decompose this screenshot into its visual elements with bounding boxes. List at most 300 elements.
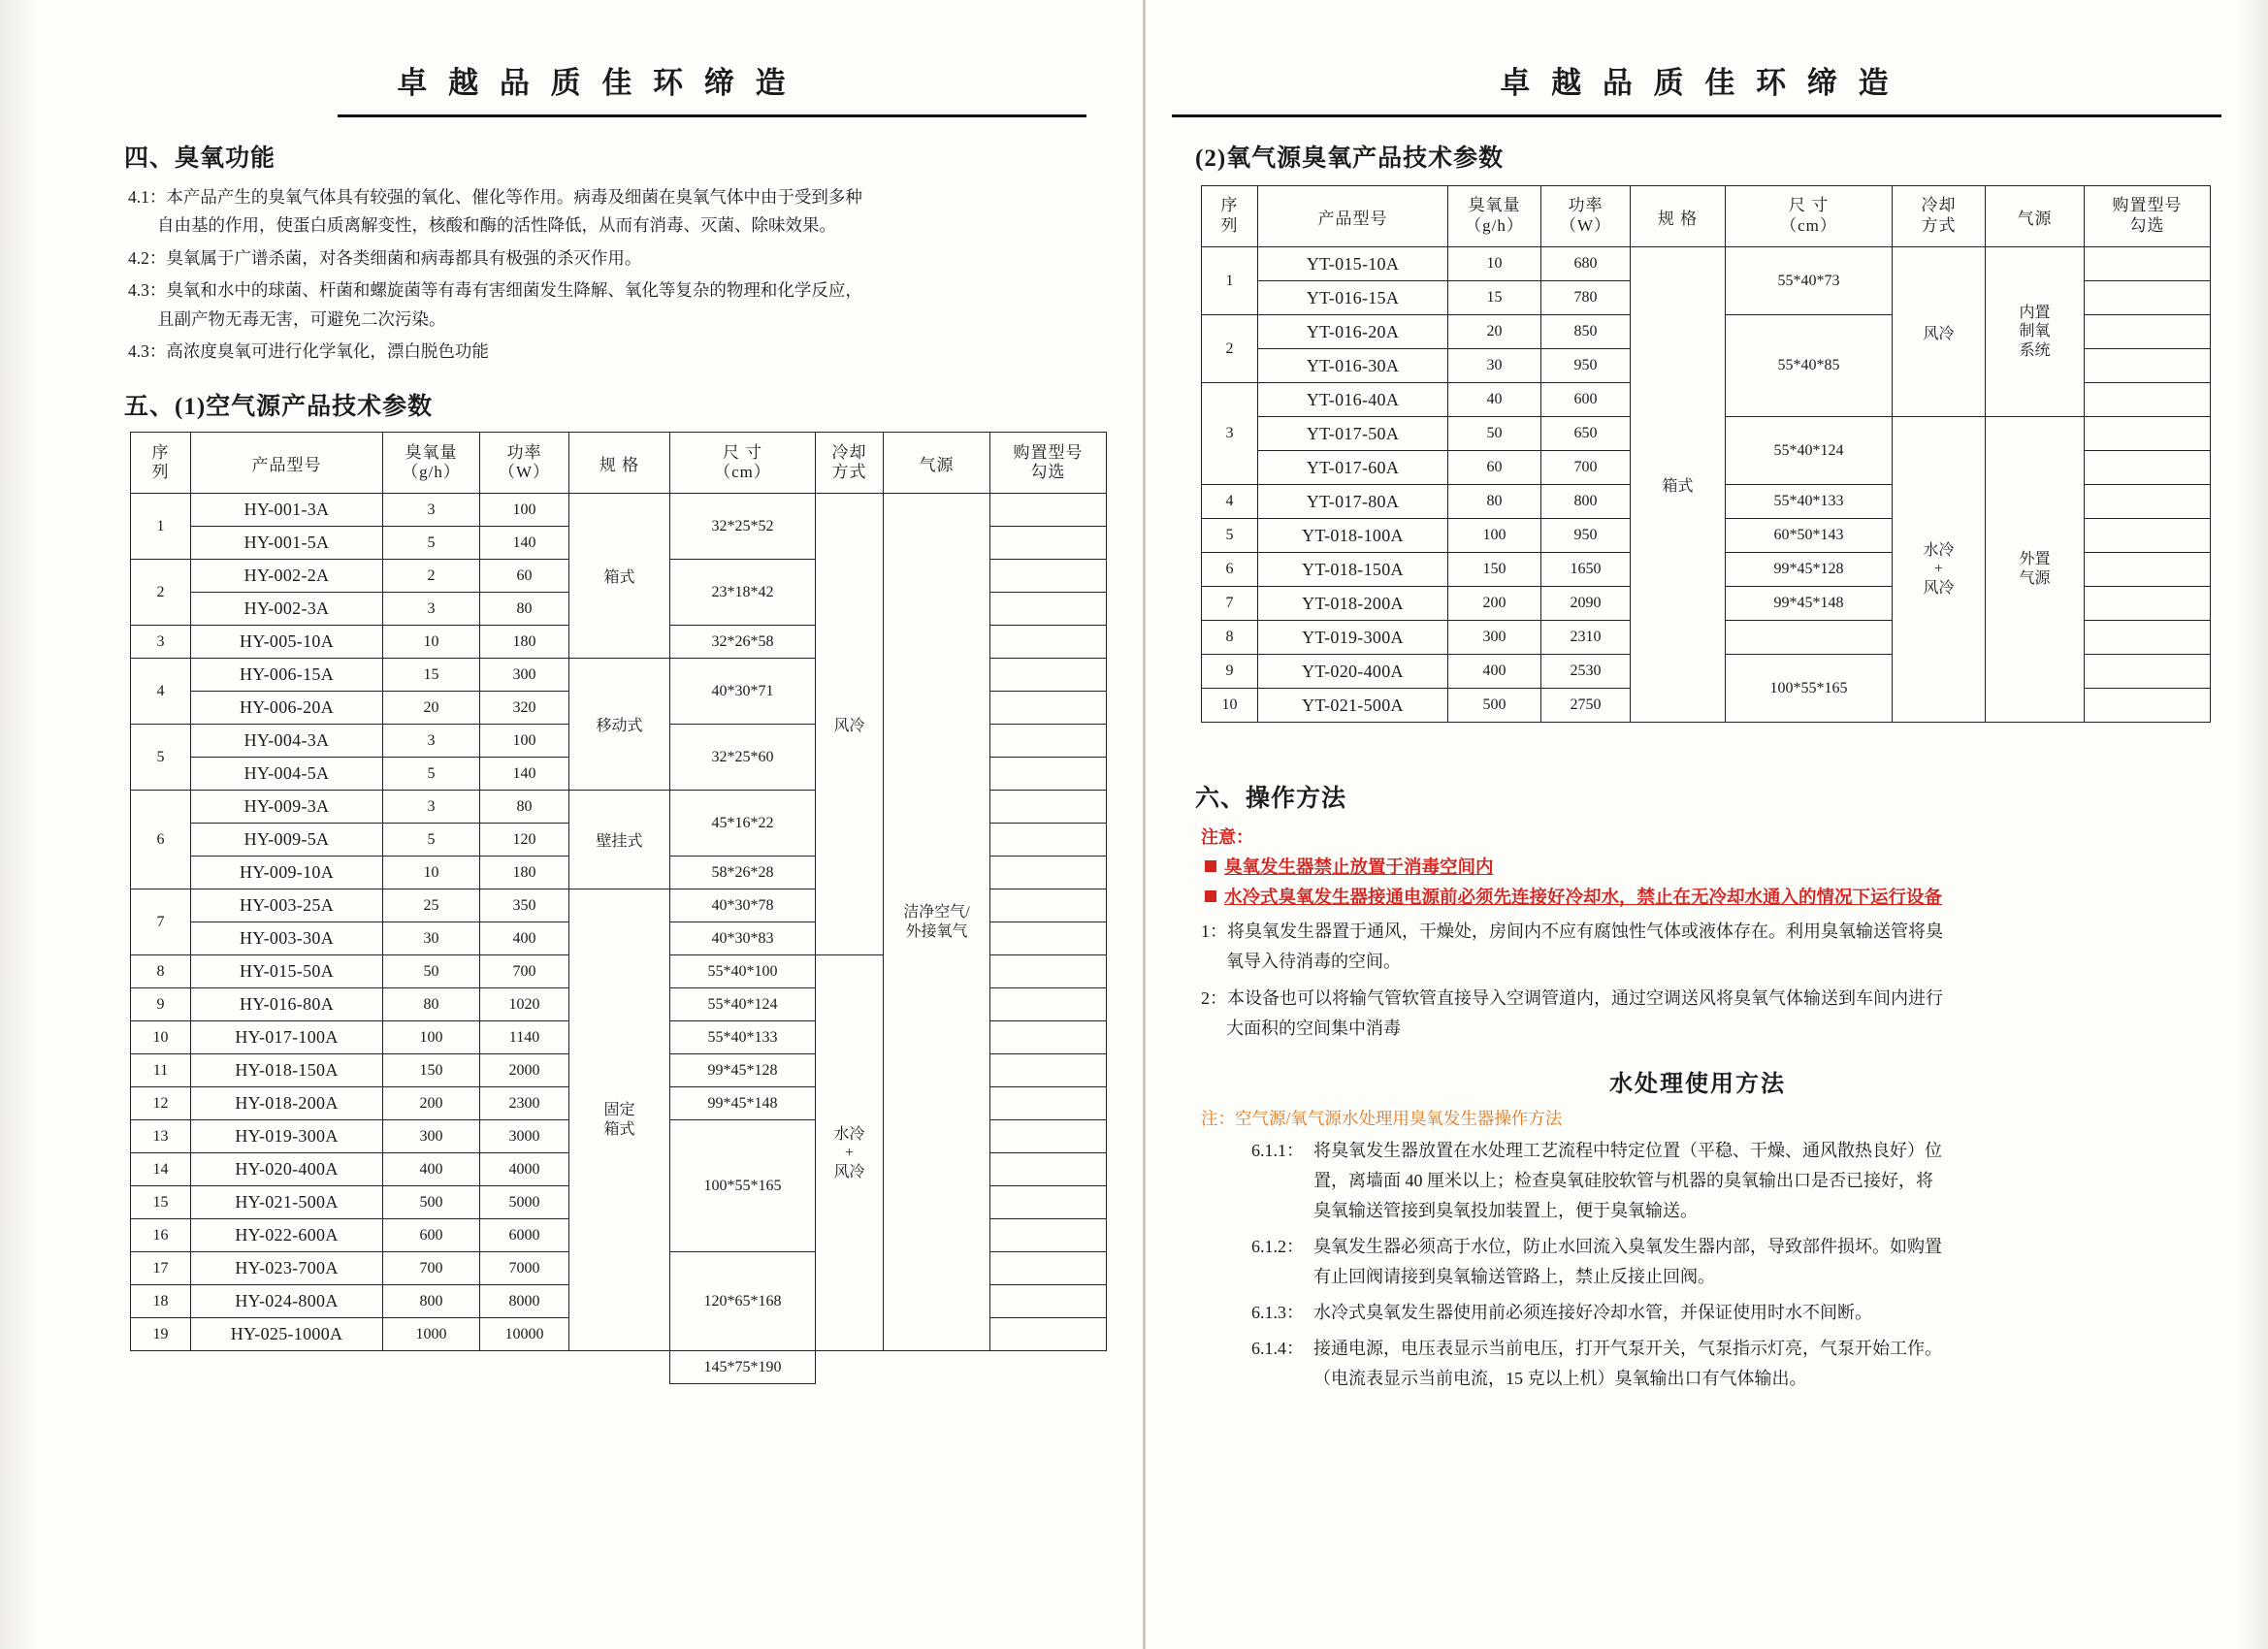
cell-seq: 3 (1202, 383, 1258, 485)
left-page (47, 0, 1143, 1649)
cell-power: 100 (480, 725, 569, 758)
cell-seq: 2 (1202, 315, 1258, 383)
paragraph-4-3a (128, 276, 1085, 334)
cell-model: HY-002-3A (191, 593, 383, 626)
cell-ozone: 200 (1448, 587, 1541, 621)
cell-ozone: 50 (383, 955, 480, 988)
cell-ozone: 300 (383, 1120, 480, 1153)
cell-purchase-checkbox[interactable] (990, 494, 1107, 527)
cell-gas-line2: 气源 (2019, 570, 2051, 587)
cell-power: 7000 (480, 1252, 569, 1285)
cell-seq: 13 (131, 1120, 191, 1153)
col-header-seq (131, 433, 191, 494)
cell-power: 300 (480, 659, 569, 692)
cell-ozone: 50 (1448, 417, 1541, 451)
cell-power: 320 (480, 692, 569, 725)
cell-gas-line2: 制氧 (2019, 323, 2051, 340)
cell-spec (569, 889, 670, 1351)
cell-size: 32*25*52 (670, 494, 816, 560)
cell-purchase-checkbox[interactable] (990, 560, 1107, 593)
cell-power: 80 (480, 791, 569, 824)
cell-power: 2300 (480, 1087, 569, 1120)
cell-seq: 8 (1202, 621, 1258, 655)
water-treatment-steps (1251, 1136, 2202, 1394)
cell-size: 40*30*78 (670, 889, 816, 922)
cell-purchase-checkbox[interactable] (990, 659, 1107, 692)
table-row (1202, 247, 2211, 281)
col-header-size-line1: 尺 寸 (722, 442, 763, 462)
cell-purchase-checkbox[interactable] (990, 824, 1107, 857)
water-step-6-1-2-text-2: 有止回阀请接到臭氧输送管路上，禁止反接止回阀。 (1313, 1267, 1715, 1287)
cell-power: 4000 (480, 1153, 569, 1186)
cell-model: HY-009-5A (191, 824, 383, 857)
cell-seq: 4 (131, 659, 191, 725)
operation-step-1-line-2: 氧导入待消毒的空间。 (1226, 951, 1401, 971)
cell-ozone: 10 (1448, 247, 1541, 281)
cell-power: 1140 (480, 1021, 569, 1054)
cell-ozone: 20 (383, 692, 480, 725)
cell-purchase-checkbox[interactable] (2085, 281, 2211, 315)
cell-model: YT-020-400A (1258, 655, 1448, 689)
cell-model: HY-018-150A (191, 1054, 383, 1087)
cell-size: 99*45*148 (670, 1087, 816, 1120)
col-header-cooling-line2: 方式 (1921, 216, 1957, 235)
cell-power: 1650 (1541, 553, 1631, 587)
paragraph-4-1-line-2: 自由基的作用，使蛋白质离解变性，核酸和酶的活性降低，从而有消毒、灭菌、除味效果。 (157, 215, 836, 236)
cell-spec: 箱式 (1631, 247, 1726, 723)
table-row-size-tail (131, 1351, 1107, 1384)
paragraph-4-2 (128, 244, 1085, 273)
cell-purchase-checkbox[interactable] (990, 889, 1107, 922)
cell-model: HY-003-25A (191, 889, 383, 922)
cell-purchase-checkbox[interactable] (990, 725, 1107, 758)
col-header-model: 产品型号 (1258, 186, 1448, 247)
cell-gas-line1: 外置 (2019, 551, 2051, 568)
cell-seq: 10 (1202, 689, 1258, 723)
cell-model: HY-009-3A (191, 791, 383, 824)
cell-purchase-checkbox[interactable] (2085, 451, 2211, 485)
cell-power: 780 (1541, 281, 1631, 315)
cell-size: 55*40*124 (670, 988, 816, 1021)
cell-power: 800 (1541, 485, 1631, 519)
cell-power: 850 (1541, 315, 1631, 349)
cell-ozone: 200 (383, 1087, 480, 1120)
cell-model: HY-019-300A (191, 1120, 383, 1153)
section-heading-ozone-function: 四、臭氧功能 (124, 146, 276, 172)
cell-ozone: 700 (383, 1252, 480, 1285)
cell-model: YT-021-500A (1258, 689, 1448, 723)
cell-ozone: 5 (383, 758, 480, 791)
col-header-power-line2: （W） (1559, 216, 1612, 235)
cell-model: HY-006-20A (191, 692, 383, 725)
cell-purchase-checkbox[interactable] (990, 1318, 1107, 1351)
cell-ozone: 10 (383, 626, 480, 659)
bullet-square-icon (1205, 860, 1216, 872)
oxygen-source-spec-table (1201, 185, 2211, 723)
cell-purchase-checkbox[interactable] (990, 527, 1107, 560)
cell-model: HY-009-10A (191, 857, 383, 889)
cell-purchase-checkbox[interactable] (990, 922, 1107, 955)
cell-power: 950 (1541, 349, 1631, 383)
cell-model: YT-016-30A (1258, 349, 1448, 383)
cell-purchase-checkbox[interactable] (990, 1120, 1107, 1153)
cell-power: 400 (480, 922, 569, 955)
cell-purchase-checkbox[interactable] (2085, 519, 2211, 553)
cell-purchase-checkbox[interactable] (2085, 689, 2211, 723)
header-rule-left (338, 114, 1086, 117)
cell-model: YT-019-300A (1258, 621, 1448, 655)
page-edge-left (0, 0, 41, 1649)
table-header-row (131, 433, 1107, 494)
cell-model: HY-023-700A (191, 1252, 383, 1285)
cell-purchase-checkbox[interactable] (990, 692, 1107, 725)
cell-size: 99*45*128 (670, 1054, 816, 1087)
cell-purchase-checkbox[interactable] (990, 1153, 1107, 1186)
cell-model: YT-017-80A (1258, 485, 1448, 519)
water-step-6-1-3-label: 6.1.3： (1251, 1303, 1304, 1323)
cell-ozone: 10 (383, 857, 480, 889)
operation-step-2 (1201, 984, 2202, 1043)
cell-purchase-checkbox[interactable] (990, 1252, 1107, 1285)
table-row (131, 494, 1107, 527)
paragraph-4-3b-line-1: 4.3：高浓度臭氧可进行化学氧化，漂白脱色功能 (128, 340, 489, 361)
water-step-6-1-1-text-3: 臭氧输送管接到臭氧投加装置上，便于臭氧输送。 (1313, 1201, 1698, 1221)
cell-ozone: 25 (383, 889, 480, 922)
col-header-ozone (1448, 186, 1541, 247)
col-header-ozone-line1: 臭氧量 (1468, 196, 1521, 215)
cell-spec-line2: 箱式 (603, 1120, 635, 1138)
cell-model: HY-024-800A (191, 1285, 383, 1318)
operation-step-1-line-1: 1：将臭氧发生器置于通风，干燥处，房间内不应有腐蚀性气体或液体存在。利用臭氧输送管将臭 (1201, 922, 1943, 941)
cell-purchase-checkbox[interactable] (2085, 247, 2211, 281)
cell-model: HY-017-100A (191, 1021, 383, 1054)
cell-seq: 2 (131, 560, 191, 626)
col-header-seq-line2: 列 (151, 463, 170, 482)
cell-size: 100*55*165 (1726, 655, 1893, 723)
page-edge-right (2239, 0, 2268, 1649)
cell-power: 120 (480, 824, 569, 857)
paragraph-4-2-line-1: 4.2：臭氧属于广谱杀菌，对各类细菌和病毒都具有极强的杀灭作用。 (128, 247, 642, 268)
col-header-size-line2: （cm） (714, 463, 771, 482)
cell-purchase-checkbox[interactable] (990, 1285, 1107, 1318)
cell-power: 600 (1541, 383, 1631, 417)
cell-model: HY-015-50A (191, 955, 383, 988)
water-step-6-1-1-label: 6.1.1： (1251, 1141, 1304, 1161)
col-header-cooling (816, 433, 884, 494)
col-header-cooling-line1: 冷却 (1921, 196, 1957, 215)
cell-purchase-checkbox[interactable] (2085, 417, 2211, 451)
cell-purchase-checkbox[interactable] (2085, 621, 2211, 655)
cell-cooling: 风冷 (1893, 247, 1986, 417)
cell-gas-line1: 洁净空气/ (903, 904, 970, 922)
cell-spec: 箱式 (569, 494, 670, 659)
col-header-size (670, 433, 816, 494)
cell-ozone: 3 (383, 791, 480, 824)
cell-cooling-line2: + (1933, 561, 1944, 578)
cell-ozone: 80 (383, 988, 480, 1021)
cell-model: HY-006-15A (191, 659, 383, 692)
cell-power: 80 (480, 593, 569, 626)
cell-ozone: 500 (383, 1186, 480, 1219)
cell-purchase-checkbox[interactable] (2085, 655, 2211, 689)
cell-purchase-checkbox[interactable] (990, 758, 1107, 791)
cell-power: 700 (480, 955, 569, 988)
water-step-6-1-2 (1251, 1232, 2202, 1292)
cell-seq: 14 (131, 1153, 191, 1186)
col-header-power-line2: （W） (498, 463, 551, 482)
cell-seq: 11 (131, 1054, 191, 1087)
cell-power: 2530 (1541, 655, 1631, 689)
paragraph-4-3b (128, 338, 1085, 366)
cell-purchase-checkbox[interactable] (2085, 587, 2211, 621)
col-header-ozone-line2: （g/h） (1465, 216, 1524, 235)
cell-purchase-checkbox[interactable] (990, 1087, 1107, 1120)
col-header-ozone-line1: 臭氧量 (405, 442, 458, 462)
col-header-power (1541, 186, 1631, 247)
cell-power: 6000 (480, 1219, 569, 1252)
water-step-6-1-3 (1251, 1298, 2202, 1328)
cell-purchase-checkbox[interactable] (2085, 383, 2211, 417)
cell-ozone: 30 (1448, 349, 1541, 383)
cell-model: HY-020-400A (191, 1153, 383, 1186)
col-header-gas: 气源 (1986, 186, 2085, 247)
cell-size: 55*40*133 (1726, 485, 1893, 519)
cell-size: 55*40*133 (670, 1021, 816, 1054)
cell-ozone: 3 (383, 593, 480, 626)
cell-power: 2090 (1541, 587, 1631, 621)
cell-model: YT-018-100A (1258, 519, 1448, 553)
cell-cooling-line3: 风冷 (833, 1163, 865, 1180)
cell-seq: 5 (1202, 519, 1258, 553)
col-header-purchase-line2: 勾选 (2129, 216, 2165, 235)
cell-purchase-checkbox[interactable] (990, 1021, 1107, 1054)
header-rule-right (1172, 114, 2221, 117)
cell-ozone: 100 (1448, 519, 1541, 553)
col-header-model: 产品型号 (191, 433, 383, 494)
water-step-6-1-4-text-1: 接通电源，电压表显示当前电压，打开气泵开关，气泵指示灯亮，气泵开始工作。 (1313, 1339, 1942, 1359)
col-header-cooling-line1: 冷却 (831, 442, 867, 462)
cell-seq: 12 (131, 1087, 191, 1120)
cell-gas (884, 494, 990, 1351)
col-header-purchase (990, 433, 1107, 494)
section-heading-air-source-specs: 五、(1)空气源产品技术参数 (124, 394, 434, 421)
cell-size: 45*16*22 (670, 791, 816, 857)
cell-size: 55*40*100 (670, 955, 816, 988)
water-step-6-1-1-text-2: 置，离墙面 40 厘米以上；检查臭氧硅胶软管与机器的臭氧输出口是否已接好，将 (1313, 1171, 1933, 1191)
water-step-6-1-4-text-2: （电流表显示当前电流，15 克以上机）臭氧输出口有气体输出。 (1313, 1369, 1807, 1389)
cell-ozone: 80 (1448, 485, 1541, 519)
cell-seq: 5 (131, 725, 191, 791)
col-header-ozone-line2: （g/h） (402, 463, 461, 482)
cell-size: 40*30*71 (670, 659, 816, 725)
water-step-6-1-2-text-1: 臭氧发生器必须高于水位，防止水回流入臭氧发生器内部，导致部件损坏。如购置 (1313, 1237, 1942, 1257)
water-treatment-title: 水处理使用方法 (1609, 1072, 1786, 1098)
operation-step-2-line-1: 2：本设备也可以将输气管软管直接导入空调管道内，通过空调送风将臭氧气体输送到车间内进行 (1201, 988, 1943, 1009)
cell-power: 5000 (480, 1186, 569, 1219)
cell-seq: 3 (131, 626, 191, 659)
cell-cooling (1893, 417, 1986, 723)
cell-purchase-checkbox[interactable] (2085, 485, 2211, 519)
water-step-6-1-1 (1251, 1136, 2202, 1226)
cell-cooling-line1: 水冷 (1923, 541, 1955, 559)
cell-model: YT-017-60A (1258, 451, 1448, 485)
page-gutter (1143, 0, 1146, 1649)
cell-power: 140 (480, 527, 569, 560)
cell-size: 100*55*165 (670, 1120, 816, 1252)
col-header-power (480, 433, 569, 494)
cell-seq: 9 (131, 988, 191, 1021)
water-step-6-1-2-line-1 (1251, 1232, 2202, 1262)
cell-purchase-checkbox[interactable] (990, 857, 1107, 889)
cell-ozone: 150 (1448, 553, 1541, 587)
cell-ozone: 400 (383, 1153, 480, 1186)
water-step-6-1-4-line-1 (1251, 1334, 2202, 1364)
paragraph-4-1-line-1: 4.1：本产品产生的臭氧气体具有较强的氧化、催化等作用。病毒及细菌在臭氧气体中由于受到多种 (128, 187, 862, 207)
cell-ozone: 3 (383, 494, 480, 527)
cell-size: 32*26*58 (670, 626, 816, 659)
air-source-spec-table (130, 432, 1107, 1384)
right-page (1154, 0, 2241, 1649)
col-header-purchase-line2: 勾选 (1030, 463, 1066, 482)
cell-purchase-checkbox[interactable] (990, 593, 1107, 626)
cell-power: 3000 (480, 1120, 569, 1153)
col-header-size (1726, 186, 1893, 247)
col-header-spec: 规 格 (569, 433, 670, 494)
cell-gas-line2: 外接氧气 (905, 922, 968, 940)
operation-step-1 (1201, 917, 2202, 976)
cell-power: 60 (480, 560, 569, 593)
cell-purchase-checkbox[interactable] (990, 626, 1107, 659)
cell-power: 350 (480, 889, 569, 922)
cell-seq: 16 (131, 1219, 191, 1252)
cell-ozone: 3 (383, 725, 480, 758)
cell-ozone: 5 (383, 824, 480, 857)
cell-purchase-checkbox[interactable] (2085, 349, 2211, 383)
cell-size: 32*25*60 (670, 725, 816, 791)
cell-model: HY-021-500A (191, 1186, 383, 1219)
cell-power: 2000 (480, 1054, 569, 1087)
paragraph-4-3a-line-1: 4.3：臭氧和水中的球菌、杆菌和螺旋菌等有毒有害细菌发生降解、氧化等复杂的物理和化学反应， (128, 280, 862, 301)
cell-model: HY-016-80A (191, 988, 383, 1021)
cell-size: 58*26*28 (670, 857, 816, 889)
cell-size: 120*65*168 (670, 1252, 816, 1351)
col-header-cooling-line2: 方式 (831, 463, 867, 482)
cell-ozone: 15 (383, 659, 480, 692)
cell-size: 55*40*85 (1726, 315, 1893, 417)
water-step-6-1-1-text-1: 将臭氧发生器放置在水处理工艺流程中特定位置（平稳、干燥、通风散热良好）位 (1313, 1141, 1942, 1161)
cell-purchase-checkbox[interactable] (990, 1186, 1107, 1219)
cell-purchase-checkbox[interactable] (990, 988, 1107, 1021)
col-header-seq-line1: 序 (1220, 196, 1239, 215)
cell-seq: 4 (1202, 485, 1258, 519)
cell-power: 1020 (480, 988, 569, 1021)
cell-size: 99*45*128 (1726, 553, 1893, 587)
cell-power: 2750 (1541, 689, 1631, 723)
cell-model: YT-015-10A (1258, 247, 1448, 281)
cell-ozone: 300 (1448, 621, 1541, 655)
cell-model: HY-004-5A (191, 758, 383, 791)
cell-power: 180 (480, 857, 569, 889)
cell-seq: 1 (131, 494, 191, 560)
cell-model: YT-016-15A (1258, 281, 1448, 315)
cell-purchase-checkbox[interactable] (2085, 553, 2211, 587)
cell-ozone: 20 (1448, 315, 1541, 349)
cell-cooling-line1: 水冷 (833, 1125, 865, 1143)
warning-line-2 (1205, 884, 2241, 909)
cell-seq: 1 (1202, 247, 1258, 315)
cell-power: 10000 (480, 1318, 569, 1351)
cell-purchase-checkbox[interactable] (990, 1054, 1107, 1087)
cell-seq: 17 (131, 1252, 191, 1285)
cell-model: HY-022-600A (191, 1219, 383, 1252)
cell-purchase-checkbox[interactable] (2085, 315, 2211, 349)
paragraph-4-1 (128, 183, 1085, 241)
cell-seq: 15 (131, 1186, 191, 1219)
cell-purchase-checkbox[interactable] (990, 1219, 1107, 1252)
cell-gas-line1: 内置 (2019, 304, 2051, 321)
cell-seq: 7 (1202, 587, 1258, 621)
cell-model: HY-018-200A (191, 1087, 383, 1120)
cell-power: 140 (480, 758, 569, 791)
operation-step-2-line-2: 大面积的空间集中消毒 (1226, 1018, 1401, 1038)
cell-power: 650 (1541, 417, 1631, 451)
cell-power: 700 (1541, 451, 1631, 485)
cell-ozone: 60 (1448, 451, 1541, 485)
table-header-row (1202, 186, 2211, 247)
cell-model: HY-025-1000A (191, 1318, 383, 1351)
col-header-seq-line1: 序 (151, 442, 170, 462)
cell-size: 99*45*148 (1726, 587, 1893, 621)
cell-seq: 8 (131, 955, 191, 988)
cell-model: YT-016-20A (1258, 315, 1448, 349)
cell-power: 950 (1541, 519, 1631, 553)
cell-ozone: 500 (1448, 689, 1541, 723)
water-step-6-1-1-line-1 (1251, 1136, 2202, 1166)
cell-power: 100 (480, 494, 569, 527)
water-step-6-1-3-text-1: 水冷式臭氧发生器使用前必须连接好冷却水管，并保证使用时水不间断。 (1313, 1303, 1872, 1323)
cell-gas-line3: 系统 (2019, 341, 2051, 359)
cell-size: 55*40*73 (1726, 247, 1893, 315)
cell-cooling-line3: 风冷 (1923, 579, 1955, 597)
cell-spec: 移动式 (569, 659, 670, 791)
cell-purchase-checkbox[interactable] (990, 955, 1107, 988)
warning-text-1: 臭氧发生器禁止放置于消毒空间内 (1224, 858, 1494, 878)
cell-power: 180 (480, 626, 569, 659)
col-header-power-line1: 功率 (1568, 196, 1604, 215)
page-header-title-right: 卓 越 品 质 佳 环 缔 造 (1500, 66, 1895, 100)
cell-model: HY-001-5A (191, 527, 383, 560)
col-header-seq (1202, 186, 1258, 247)
cell-power: 680 (1541, 247, 1631, 281)
col-header-purchase-line1: 购置型号 (2112, 196, 2183, 215)
col-header-seq-line2: 列 (1220, 216, 1239, 235)
cell-size: 145*75*190 (670, 1351, 816, 1384)
cell-size (1726, 621, 1893, 655)
col-header-cooling (1893, 186, 1986, 247)
col-header-ozone (383, 433, 480, 494)
cell-model: YT-016-40A (1258, 383, 1448, 417)
cell-size: 23*18*42 (670, 560, 816, 626)
cell-ozone: 100 (383, 1021, 480, 1054)
cell-model: HY-001-3A (191, 494, 383, 527)
cell-ozone: 2 (383, 560, 480, 593)
cell-cooling (816, 955, 884, 1351)
cell-purchase-checkbox[interactable] (990, 791, 1107, 824)
col-header-power-line1: 功率 (506, 442, 542, 462)
notice-label: 注意： (1201, 827, 1253, 847)
cell-power: 2310 (1541, 621, 1631, 655)
col-header-size-line2: （cm） (1780, 216, 1837, 235)
